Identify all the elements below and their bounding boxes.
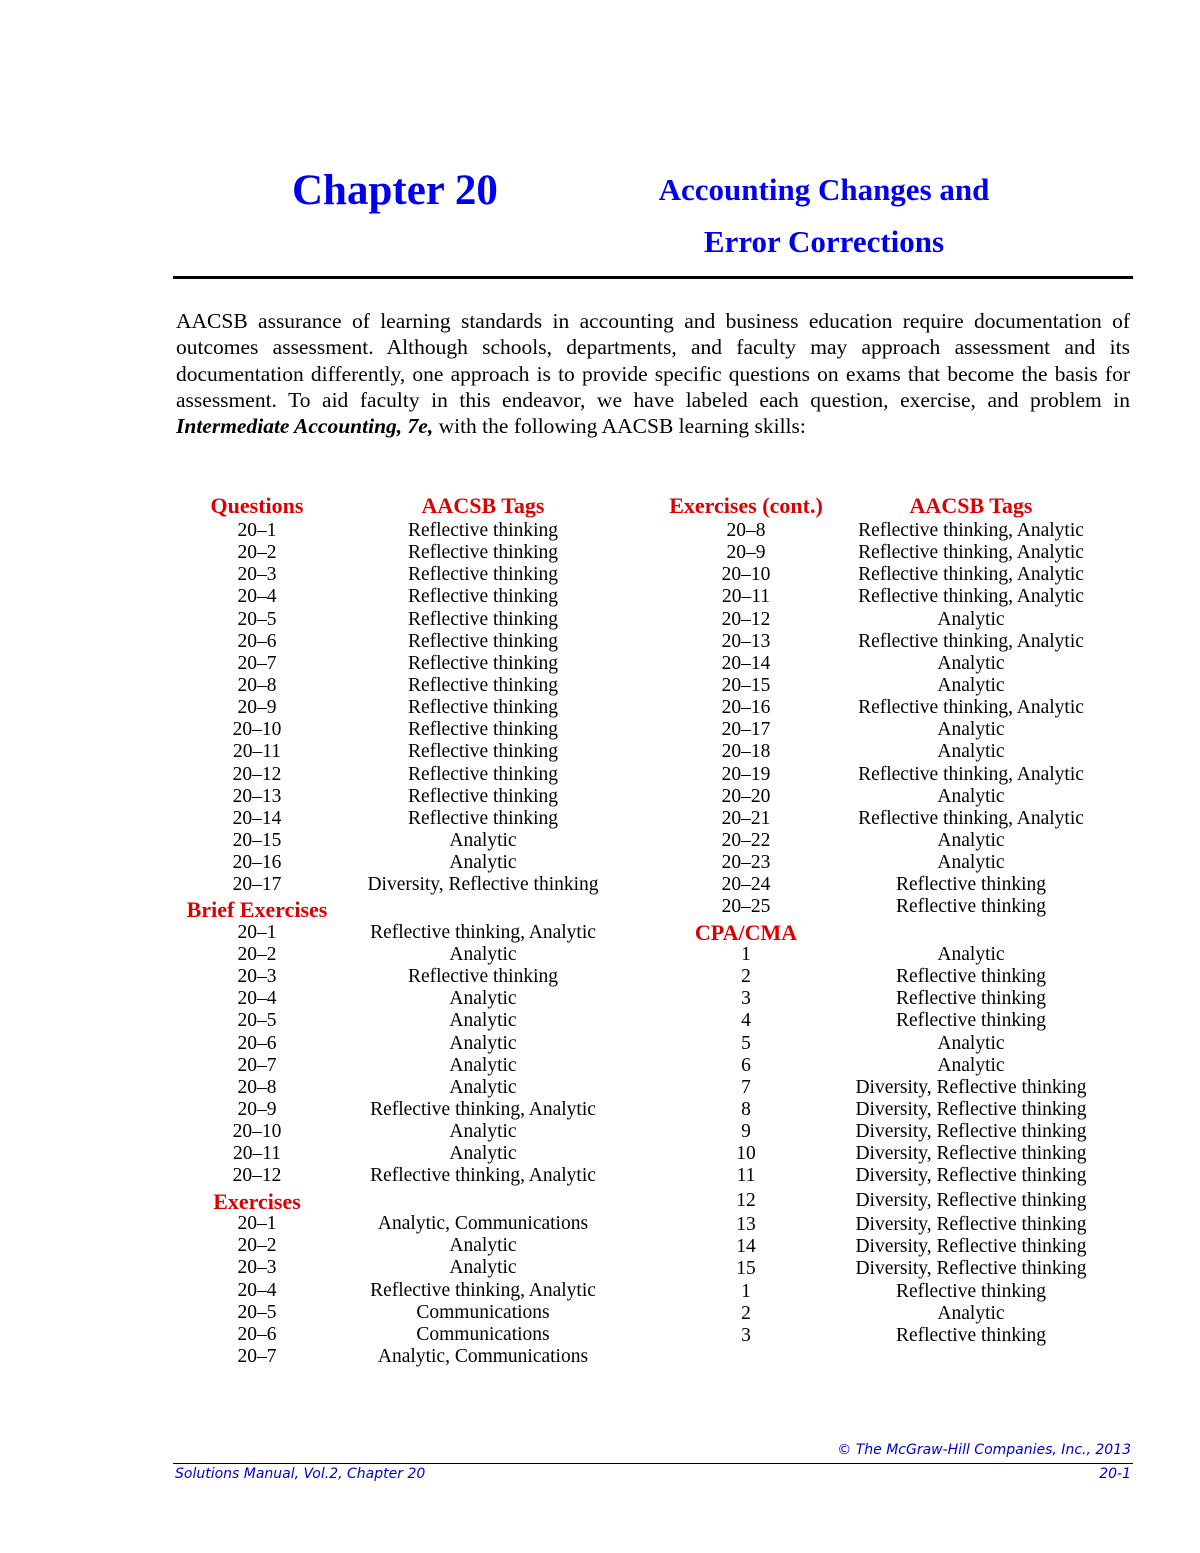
- table-row: [173, 944, 625, 966]
- aacsb-tag: Reflective thinking: [407, 719, 558, 741]
- table-row: [655, 1010, 1105, 1032]
- aacsb-tag: Analytic: [937, 674, 1005, 696]
- item-number: 20–4: [237, 988, 277, 1010]
- table-row: [655, 564, 1105, 586]
- aacsb-tag: [837, 919, 1105, 945]
- item-number: 20–5: [237, 1010, 277, 1032]
- aacsb-tag: Reflective thinking: [895, 966, 1046, 988]
- item-number: 14: [736, 1236, 756, 1258]
- table-row: [655, 764, 1105, 786]
- aacsb-tag: Reflective thinking: [407, 741, 558, 763]
- table-row: [655, 1121, 1105, 1143]
- aacsb-tag: Analytic: [449, 1076, 517, 1098]
- aacsb-tag: Analytic, Communications: [377, 1213, 589, 1235]
- item-number: 20–8: [237, 1076, 277, 1098]
- item-number: 20–5: [237, 608, 277, 630]
- table-row: [173, 830, 625, 852]
- table-row: [655, 609, 1105, 631]
- table-row: [173, 520, 625, 542]
- aacsb-tag: Analytic: [449, 829, 517, 851]
- table-row: [173, 697, 625, 719]
- item-number: 13: [736, 1214, 756, 1236]
- table-row: [655, 874, 1105, 896]
- table-row: [173, 564, 625, 586]
- item-number: 1: [741, 1280, 751, 1302]
- item-number: 3: [741, 988, 751, 1010]
- table-row: [173, 609, 625, 631]
- item-number: 8: [741, 1099, 751, 1121]
- aacsb-tag: Diversity, Reflective thinking: [855, 1236, 1087, 1258]
- item-number: 9: [741, 1121, 751, 1143]
- aacsb-tag: Reflective thinking, Analytic: [858, 807, 1084, 829]
- aacsb-tag: Analytic: [449, 1054, 517, 1076]
- aacsb-tag: Analytic: [449, 1143, 517, 1165]
- aacsb-tag: Reflective thinking: [407, 966, 558, 988]
- table-row: [655, 988, 1105, 1010]
- aacsb-tag: Reflective thinking, Analytic: [858, 630, 1084, 652]
- footer-copyright: © The McGraw-Hill Companies, Inc., 2013: [837, 1442, 1131, 1458]
- item-number: 20–3: [237, 966, 277, 988]
- item-number: 1: [741, 944, 751, 966]
- item-number: 20–19: [721, 763, 771, 785]
- item-number: 10: [736, 1143, 756, 1165]
- aacsb-tag: Diversity, Reflective thinking: [855, 1076, 1087, 1098]
- aacsb-tag: [341, 896, 625, 922]
- item-number: 20–11: [232, 741, 282, 763]
- aacsb-tag: Reflective thinking: [407, 608, 558, 630]
- table-row: [173, 542, 625, 564]
- item-number: 7: [741, 1076, 751, 1098]
- table-row: [173, 631, 625, 653]
- intro-text-before: AACSB assurance of learning standards in accounting and business education require documentation of outcomes assessment. Although schools, departments, and faculty may approach assessment and its documentation differently, one approach is to provide specific questions on exams that become the basis for assessment. To aid faculty in this endeavor, we have labeled each question, exercise, and problem in: [176, 309, 1130, 412]
- aacsb-tag: Analytic: [937, 785, 1005, 807]
- aacsb-tag: Reflective thinking: [895, 1280, 1046, 1302]
- item-number: 20–12: [232, 763, 282, 785]
- item-number: 20–7: [237, 652, 277, 674]
- item-number: 20–10: [232, 719, 282, 741]
- table-row: [173, 1165, 625, 1187]
- item-number: 20–11: [232, 1143, 282, 1165]
- intro-text-after: with the following AACSB learning skills:: [433, 414, 806, 439]
- item-number: 20–9: [237, 1099, 277, 1121]
- table-row: [655, 1281, 1105, 1303]
- item-number: 2: [741, 1302, 751, 1324]
- item-number: 5: [741, 1032, 751, 1054]
- table-row: [173, 719, 625, 741]
- item-number: 20–8: [237, 674, 277, 696]
- table-row: [173, 874, 625, 896]
- table-row: [655, 1055, 1105, 1077]
- table-row: [655, 1325, 1105, 1347]
- item-number: 4: [741, 1010, 751, 1032]
- aacsb-tag: Reflective thinking: [407, 697, 558, 719]
- table-row: [173, 1099, 625, 1121]
- item-number: 20–17: [232, 874, 282, 896]
- section-heading: 12: [736, 1189, 756, 1211]
- tag-heading: AACSB Tags: [421, 493, 545, 518]
- intro-paragraph: [176, 308, 1130, 439]
- footer-page-number: 20-1: [1099, 1466, 1131, 1482]
- table-row: [655, 1165, 1105, 1187]
- item-number: 20–13: [232, 785, 282, 807]
- aacsb-tag: Reflective thinking: [895, 988, 1046, 1010]
- item-number: 20–14: [721, 652, 771, 674]
- table-row: [655, 586, 1105, 608]
- section-heading-row: [173, 492, 625, 520]
- aacsb-tag: Diversity, Reflective thinking: [855, 1121, 1087, 1143]
- table-row: [173, 653, 625, 675]
- aacsb-tag: Analytic: [449, 1010, 517, 1032]
- item-number: 20–20: [721, 785, 771, 807]
- item-number: 20–16: [232, 852, 282, 874]
- aacsb-tag: Analytic: [449, 1257, 517, 1279]
- section-heading-row: [173, 1188, 625, 1214]
- table-row: [655, 852, 1105, 874]
- aacsb-tag: Analytic: [449, 1235, 517, 1257]
- right-tag-table: [655, 492, 1105, 1347]
- aacsb-tag: Diversity, Reflective thinking: [855, 1143, 1087, 1165]
- table-row: [655, 1214, 1105, 1236]
- aacsb-tag: Reflective thinking, Analytic: [370, 1165, 596, 1187]
- table-row: [655, 675, 1105, 697]
- aacsb-tag: Reflective thinking, Analytic: [858, 697, 1084, 719]
- table-row: [173, 1121, 625, 1143]
- table-row: [173, 1213, 625, 1235]
- item-number: 20–6: [237, 630, 277, 652]
- item-number: 15: [736, 1258, 756, 1280]
- aacsb-tag: Diversity, Reflective thinking: [855, 1214, 1087, 1236]
- aacsb-tag: Analytic: [937, 608, 1005, 630]
- table-row: [173, 966, 625, 988]
- table-row: [173, 1324, 625, 1346]
- item-number: 20–10: [721, 564, 771, 586]
- table-row: [173, 1143, 625, 1165]
- table-row: [655, 1033, 1105, 1055]
- item-number: 20–14: [232, 807, 282, 829]
- item-number: 6: [741, 1054, 751, 1076]
- table-row: [655, 719, 1105, 741]
- chapter-subtitle: [618, 164, 1030, 268]
- table-row: [173, 741, 625, 763]
- item-number: 11: [736, 1165, 756, 1187]
- left-tag-table: [173, 492, 625, 1368]
- item-number: 3: [741, 1324, 751, 1346]
- aacsb-tag: Reflective thinking: [407, 785, 558, 807]
- item-number: 20–6: [237, 1323, 277, 1345]
- item-number: 20–23: [721, 852, 771, 874]
- aacsb-tag: Diversity, Reflective thinking: [855, 1189, 1087, 1211]
- item-number: 20–24: [721, 874, 771, 896]
- item-number: 20–3: [237, 564, 277, 586]
- aacsb-tag: Analytic: [937, 944, 1005, 966]
- item-number: 20–15: [721, 674, 771, 696]
- aacsb-tag: Analytic: [449, 944, 517, 966]
- section-heading-row: [655, 919, 1105, 945]
- aacsb-tag: Reflective thinking, Analytic: [858, 763, 1084, 785]
- chapter-subtitle-line-1: Accounting Changes and: [658, 172, 990, 207]
- section-heading: CPA/CMA: [694, 919, 798, 945]
- aacsb-tag: Communications: [416, 1323, 550, 1345]
- table-row: [655, 966, 1105, 988]
- item-number: 20–4: [237, 586, 277, 608]
- table-row: [173, 922, 625, 944]
- aacsb-tag: Analytic: [449, 852, 517, 874]
- item-number: 20–2: [237, 944, 277, 966]
- section-heading: Exercises: [213, 1188, 301, 1214]
- aacsb-tag: Analytic: [449, 1121, 517, 1143]
- item-number: 20–1: [237, 921, 277, 943]
- item-number: 20–4: [237, 1279, 277, 1301]
- aacsb-tag: Reflective thinking, Analytic: [370, 1099, 596, 1121]
- table-row: [655, 786, 1105, 808]
- table-row: [173, 1280, 625, 1302]
- footer-source: Solutions Manual, Vol.2, Chapter 20: [175, 1466, 426, 1482]
- item-number: 20–25: [721, 896, 771, 918]
- table-row: [655, 1188, 1105, 1215]
- section-heading: Exercises (cont.): [669, 493, 823, 518]
- aacsb-tag: Reflective thinking: [407, 564, 558, 586]
- table-row: [173, 1346, 625, 1368]
- item-number: 20–21: [721, 807, 771, 829]
- table-row: [173, 1235, 625, 1257]
- table-row: [173, 675, 625, 697]
- item-number: 20–10: [232, 1121, 282, 1143]
- aacsb-tag: Reflective thinking: [407, 763, 558, 785]
- aacsb-tag: Analytic, Communications: [377, 1345, 589, 1367]
- table-row: [655, 1236, 1105, 1258]
- item-number: 20–7: [237, 1345, 277, 1367]
- table-row: [173, 1033, 625, 1055]
- item-number: 20–9: [237, 697, 277, 719]
- aacsb-tag: Reflective thinking: [895, 896, 1046, 918]
- chapter-subtitle-line-2: Error Corrections: [703, 224, 945, 259]
- aacsb-tag: Reflective thinking: [407, 807, 558, 829]
- aacsb-tag: Analytic: [449, 988, 517, 1010]
- aacsb-tag: Reflective thinking: [407, 520, 558, 541]
- item-number: 20–2: [237, 542, 277, 564]
- table-row: [173, 586, 625, 608]
- table-row: [173, 1010, 625, 1032]
- aacsb-tag: Reflective thinking: [407, 652, 558, 674]
- chapter-title: Chapter 20: [292, 167, 498, 214]
- item-number: 20–22: [721, 829, 771, 851]
- item-number: 20–1: [237, 1213, 277, 1235]
- table-row: [655, 697, 1105, 719]
- table-row: [655, 808, 1105, 830]
- aacsb-tag: Reflective thinking, Analytic: [858, 542, 1084, 564]
- item-number: 20–6: [237, 1032, 277, 1054]
- aacsb-tag: Reflective thinking, Analytic: [370, 1279, 596, 1301]
- item-number: 20–12: [232, 1165, 282, 1187]
- aacsb-tag: Reflective thinking, Analytic: [370, 921, 596, 943]
- table-row: [173, 852, 625, 874]
- aacsb-tag: Analytic: [937, 1032, 1005, 1054]
- item-number: 20–18: [721, 741, 771, 763]
- item-number: 20–7: [237, 1054, 277, 1076]
- aacsb-tag: [341, 1188, 625, 1214]
- table-row: [655, 896, 1105, 918]
- aacsb-tag: Analytic: [937, 852, 1005, 874]
- item-number: 20–5: [237, 1301, 277, 1323]
- aacsb-tag: Analytic: [937, 1302, 1005, 1324]
- aacsb-tag: Reflective thinking: [407, 674, 558, 696]
- table-row: [173, 1077, 625, 1099]
- table-row: [173, 1302, 625, 1324]
- item-number: 20–15: [232, 829, 282, 851]
- table-row: [655, 1099, 1105, 1121]
- book-title: Intermediate Accounting, 7e,: [176, 414, 434, 439]
- aacsb-tag: Diversity, Reflective thinking: [855, 1165, 1087, 1187]
- table-row: [655, 741, 1105, 763]
- aacsb-tag: Diversity, Reflective thinking: [367, 874, 599, 896]
- item-number: 20–2: [237, 1235, 277, 1257]
- aacsb-tag: Reflective thinking: [895, 1010, 1046, 1032]
- table-row: [655, 1258, 1105, 1280]
- aacsb-tag: Analytic: [937, 1054, 1005, 1076]
- table-row: [655, 1303, 1105, 1325]
- item-number: 20–12: [721, 608, 771, 630]
- item-number: 20–11: [721, 586, 771, 608]
- item-number: 20–9: [726, 542, 766, 564]
- footer-divider: [173, 1463, 1133, 1464]
- table-row: [655, 631, 1105, 653]
- section-heading-row: [655, 492, 1105, 520]
- aacsb-tag: Analytic: [937, 829, 1005, 851]
- table-row: [655, 542, 1105, 564]
- aacsb-tag: Reflective thinking: [407, 542, 558, 564]
- table-row: [173, 1055, 625, 1077]
- aacsb-tag: Diversity, Reflective thinking: [855, 1099, 1087, 1121]
- aacsb-tag: Analytic: [937, 719, 1005, 741]
- section-heading: Brief Exercises: [186, 897, 328, 923]
- aacsb-tag: Analytic: [449, 1032, 517, 1054]
- table-row: [173, 988, 625, 1010]
- aacsb-tag: Diversity, Reflective thinking: [855, 1258, 1087, 1280]
- table-row: [655, 830, 1105, 852]
- aacsb-tag: Reflective thinking: [895, 1324, 1046, 1346]
- table-row: [173, 786, 625, 808]
- title-divider: [173, 276, 1133, 279]
- aacsb-tag: Communications: [416, 1301, 550, 1323]
- tag-heading: AACSB Tags: [909, 493, 1033, 518]
- table-row: [655, 520, 1105, 542]
- item-number: 20–13: [721, 630, 771, 652]
- item-number: 20–16: [721, 697, 771, 719]
- item-number: 20–1: [237, 520, 277, 541]
- aacsb-tag: Analytic: [937, 652, 1005, 674]
- table-row: [173, 808, 625, 830]
- table-row: [655, 944, 1105, 966]
- aacsb-tag: Reflective thinking, Analytic: [858, 586, 1084, 608]
- table-row: [655, 1143, 1105, 1165]
- table-row: [173, 1257, 625, 1279]
- aacsb-tag: Reflective thinking, Analytic: [858, 520, 1084, 541]
- aacsb-tag: Reflective thinking, Analytic: [858, 564, 1084, 586]
- item-number: 20–3: [237, 1257, 277, 1279]
- aacsb-tag: Reflective thinking: [895, 874, 1046, 896]
- table-row: [655, 1077, 1105, 1099]
- table-row: [173, 764, 625, 786]
- aacsb-tag: Reflective thinking: [407, 630, 558, 652]
- item-number: 2: [741, 966, 751, 988]
- aacsb-tag: Analytic: [937, 741, 1005, 763]
- section-heading: Questions: [210, 493, 304, 518]
- item-number: 20–17: [721, 719, 771, 741]
- item-number: 20–8: [726, 520, 766, 541]
- table-row: [655, 653, 1105, 675]
- aacsb-tag: Reflective thinking: [407, 586, 558, 608]
- section-heading-row: [173, 896, 625, 922]
